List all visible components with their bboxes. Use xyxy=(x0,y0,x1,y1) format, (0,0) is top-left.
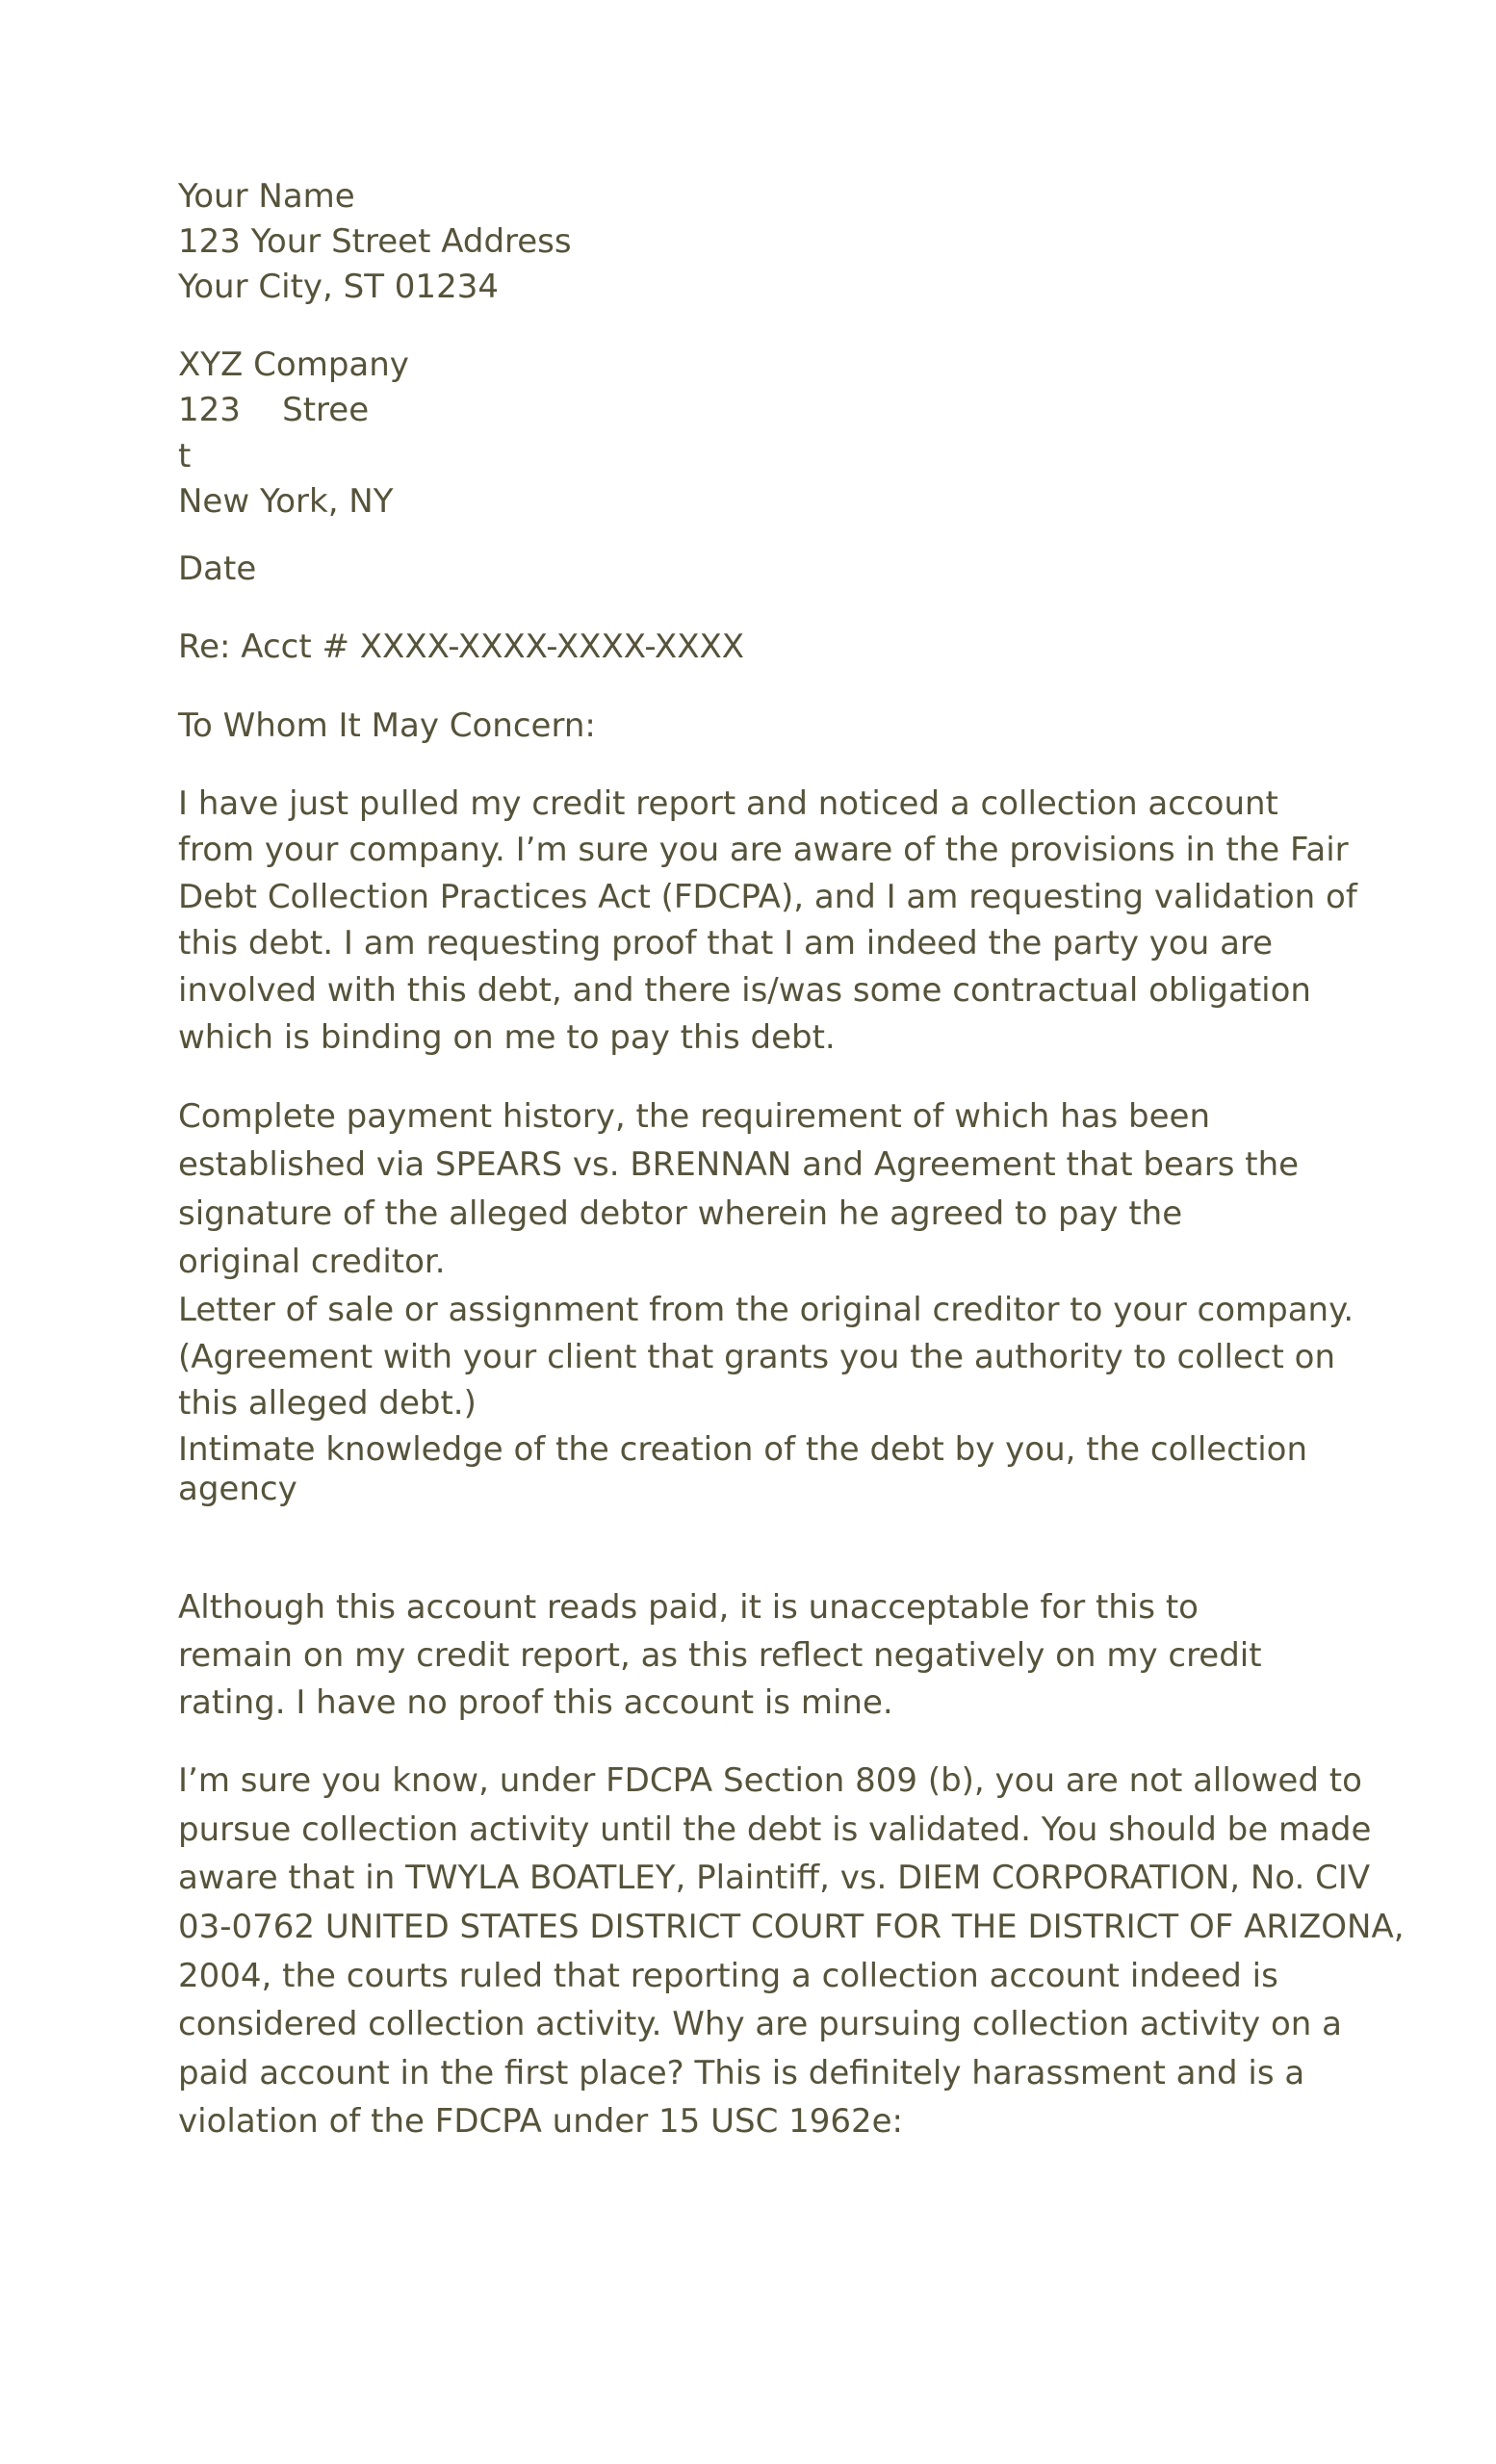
recipient-company: XYZ Company xyxy=(178,346,409,384)
requirement-line: (Agreement with your client that grants you the authority to collect on xyxy=(178,1338,1336,1376)
paragraph-3-line: aware that in TWYLA BOATLEY, Plaintiff, vs. DIEM CORPORATION, No. CIV xyxy=(178,1859,1371,1897)
paragraph-1-line: involved with this debt, and there is/was some contractual obligation xyxy=(178,971,1311,1010)
requirement-line: signature of the alleged debtor wherein he agreed to pay the xyxy=(178,1194,1183,1233)
paragraph-1-line: this debt. I am requesting proof that I am indeed the party you are xyxy=(178,924,1274,962)
paragraph-1-line: which is binding on me to pay this debt. xyxy=(178,1018,836,1057)
requirement-line: this alleged debt.) xyxy=(178,1384,477,1423)
paragraph-2-line: remain on my credit report, as this reflect negatively on my credit xyxy=(178,1636,1262,1675)
recipient-city: New York, NY xyxy=(178,482,394,521)
paragraph-3-line: 2004, the courts ruled that reporting a collection account indeed is xyxy=(178,1957,1278,1995)
letter-date: Date xyxy=(178,550,257,588)
sender-street: 123 Your Street Address xyxy=(178,222,572,261)
paragraph-1-line: I have just pulled my credit report and noticed a collection account xyxy=(178,784,1278,823)
paragraph-3-line: 03-0762 UNITED STATES DISTRICT COURT FOR THE DISTRICT OF ARIZONA, xyxy=(178,1908,1405,1946)
requirement-line: Complete payment history, the requirement of which has been xyxy=(178,1097,1210,1136)
paragraph-3-line: considered collection activity. Why are pursuing collection activity on a xyxy=(178,2005,1342,2043)
paragraph-3-line: pursue collection activity until the debt is validated. You should be made xyxy=(178,1810,1372,1849)
requirement-line: original creditor. xyxy=(178,1243,446,1281)
re-line: Re: Acct # XXXX-XXXX-XXXX-XXXX xyxy=(178,628,745,666)
sender-name: Your Name xyxy=(178,177,355,216)
paragraph-3-line: paid account in the first place? This is definitely harassment and is a xyxy=(178,2054,1305,2092)
sender-city: Your City, ST 01234 xyxy=(178,268,499,306)
paragraph-1-line: from your company. I’m sure you are aware of the provisions in the Fair xyxy=(178,831,1349,869)
paragraph-1-line: Debt Collection Practices Act (FDCPA), and I am requesting validation of xyxy=(178,878,1357,916)
requirement-line: established via SPEARS vs. BRENNAN and Agreement that bears the xyxy=(178,1145,1300,1184)
recipient-street: 123 Stree xyxy=(178,391,370,429)
paragraph-2-line: rating. I have no proof this account is mine. xyxy=(178,1683,893,1722)
requirement-line: agency xyxy=(178,1470,297,1508)
recipient-street-continued: t xyxy=(178,437,192,475)
requirement-line: Letter of sale or assignment from the original creditor to your company. xyxy=(178,1291,1354,1329)
salutation: To Whom It May Concern: xyxy=(178,706,596,745)
paragraph-3-line: violation of the FDCPA under 15 USC 1962e: xyxy=(178,2102,904,2141)
paragraph-2-line: Although this account reads paid, it is unacceptable for this to xyxy=(178,1588,1199,1627)
paragraph-3-line: I’m sure you know, under FDCPA Section 809 (b), you are not allowed to xyxy=(178,1761,1362,1800)
requirement-line: Intimate knowledge of the creation of the debt by you, the collection xyxy=(178,1430,1307,1469)
